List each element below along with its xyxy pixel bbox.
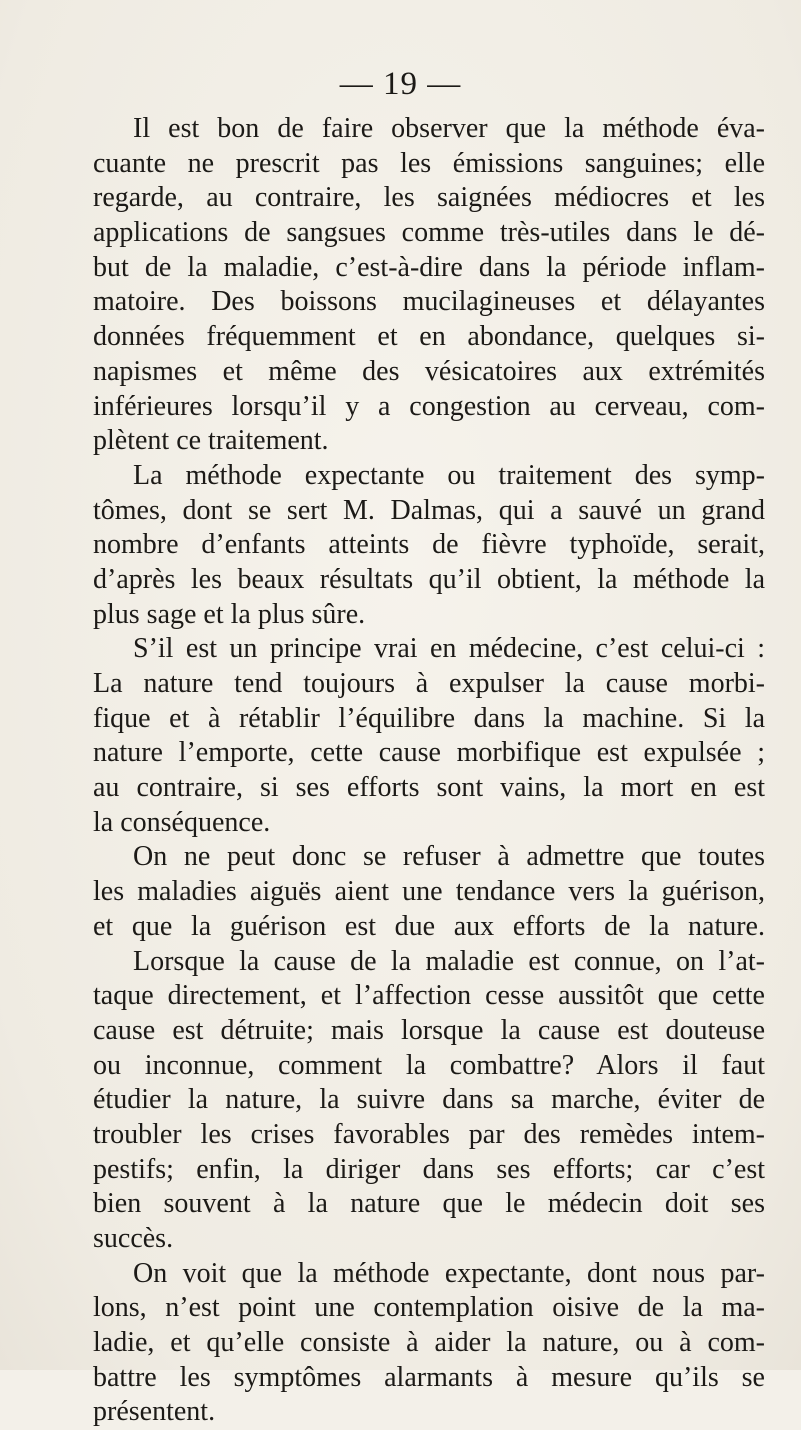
text-line: plètent ce traitement.: [93, 425, 329, 457]
text-line: données fréquemment et en abondance, quelques si-: [93, 321, 765, 353]
text-line: pestifs; enfin, la diriger dans ses efforts; car c’est: [93, 1153, 765, 1185]
text-line: nature l’emporte, cette cause morbifique est expulsée ;: [93, 737, 765, 769]
text-line: regarde, au contraire, les saignées médiocres et les: [93, 182, 765, 214]
text-line: lons, n’est point une contemplation oisive de la ma-: [93, 1292, 765, 1324]
text-line: inférieures lorsqu’il y a congestion au cerveau, com-: [93, 390, 765, 422]
text-line: au contraire, si ses efforts sont vains, la mort en est: [93, 772, 765, 804]
text-line: but de la maladie, c’est-à-dire dans la période inflam-: [93, 251, 765, 283]
text-line: La méthode expectante ou traitement des symp-: [133, 459, 765, 491]
text-line: napismes et même des vésicatoires aux extrémités: [93, 355, 765, 387]
text-line: fique et à rétablir l’équilibre dans la machine. Si la: [93, 702, 765, 734]
text-line: ou inconnue, comment la combattre? Alors il faut: [93, 1049, 765, 1081]
text-line: troubler les crises favorables par des remèdes intem-: [93, 1118, 765, 1150]
text-line: Lorsque la cause de la maladie est connue, on l’at-: [133, 945, 765, 977]
text-line: présentent.: [93, 1396, 216, 1428]
text-line: tômes, dont se sert M. Dalmas, qui a sauvé un grand: [93, 494, 765, 526]
text-line: cause est détruite; mais lorsque la cause est douteuse: [93, 1014, 765, 1046]
text-line: la conséquence.: [93, 806, 271, 838]
text-line: On ne peut donc se refuser à admettre que toutes: [133, 841, 765, 873]
page-number-header: — 19 —: [339, 66, 462, 102]
text-line: S’il est un principe vrai en médecine, c’est celui-ci :: [133, 633, 765, 665]
text-line: d’après les beaux résultats qu’il obtient, la méthode la: [93, 563, 765, 595]
text-line: taque directement, et l’affection cesse aussitôt que cette: [93, 980, 765, 1012]
text-line: plus sage et la plus sûre.: [93, 598, 366, 630]
text-line: étudier la nature, la suivre dans sa marche, éviter de: [93, 1084, 765, 1116]
text-line: ladie, et qu’elle consiste à aider la nature, ou à com-: [93, 1327, 765, 1359]
text-line: bien souvent à la nature que le médecin doit ses: [93, 1188, 765, 1220]
text-line: matoire. Des boissons mucilagineuses et délayantes: [93, 286, 765, 318]
text-line: applications de sangsues comme très-utiles dans le dé-: [93, 217, 765, 249]
text-line: nombre d’enfants atteints de fièvre typhoïde, serait,: [93, 529, 765, 561]
body-text: [93, 112, 765, 1430]
text-line: les maladies aiguës aient une tendance vers la guérison,: [93, 876, 765, 908]
text-line: Il est bon de faire observer que la méthode éva-: [133, 113, 765, 144]
text-line: La nature tend toujours à expulser la cause morbi-: [93, 668, 765, 699]
text-line: On voit que la méthode expectante, dont nous par-: [133, 1257, 765, 1289]
text-line: cuante ne prescrit pas les émissions sanguines; elle: [93, 147, 765, 179]
text-line: et que la guérison est due aux efforts de la nature.: [93, 910, 765, 942]
text-line: succès.: [93, 1223, 174, 1254]
text-line: battre les symptômes alarmants à mesure qu’ils se: [93, 1361, 765, 1393]
